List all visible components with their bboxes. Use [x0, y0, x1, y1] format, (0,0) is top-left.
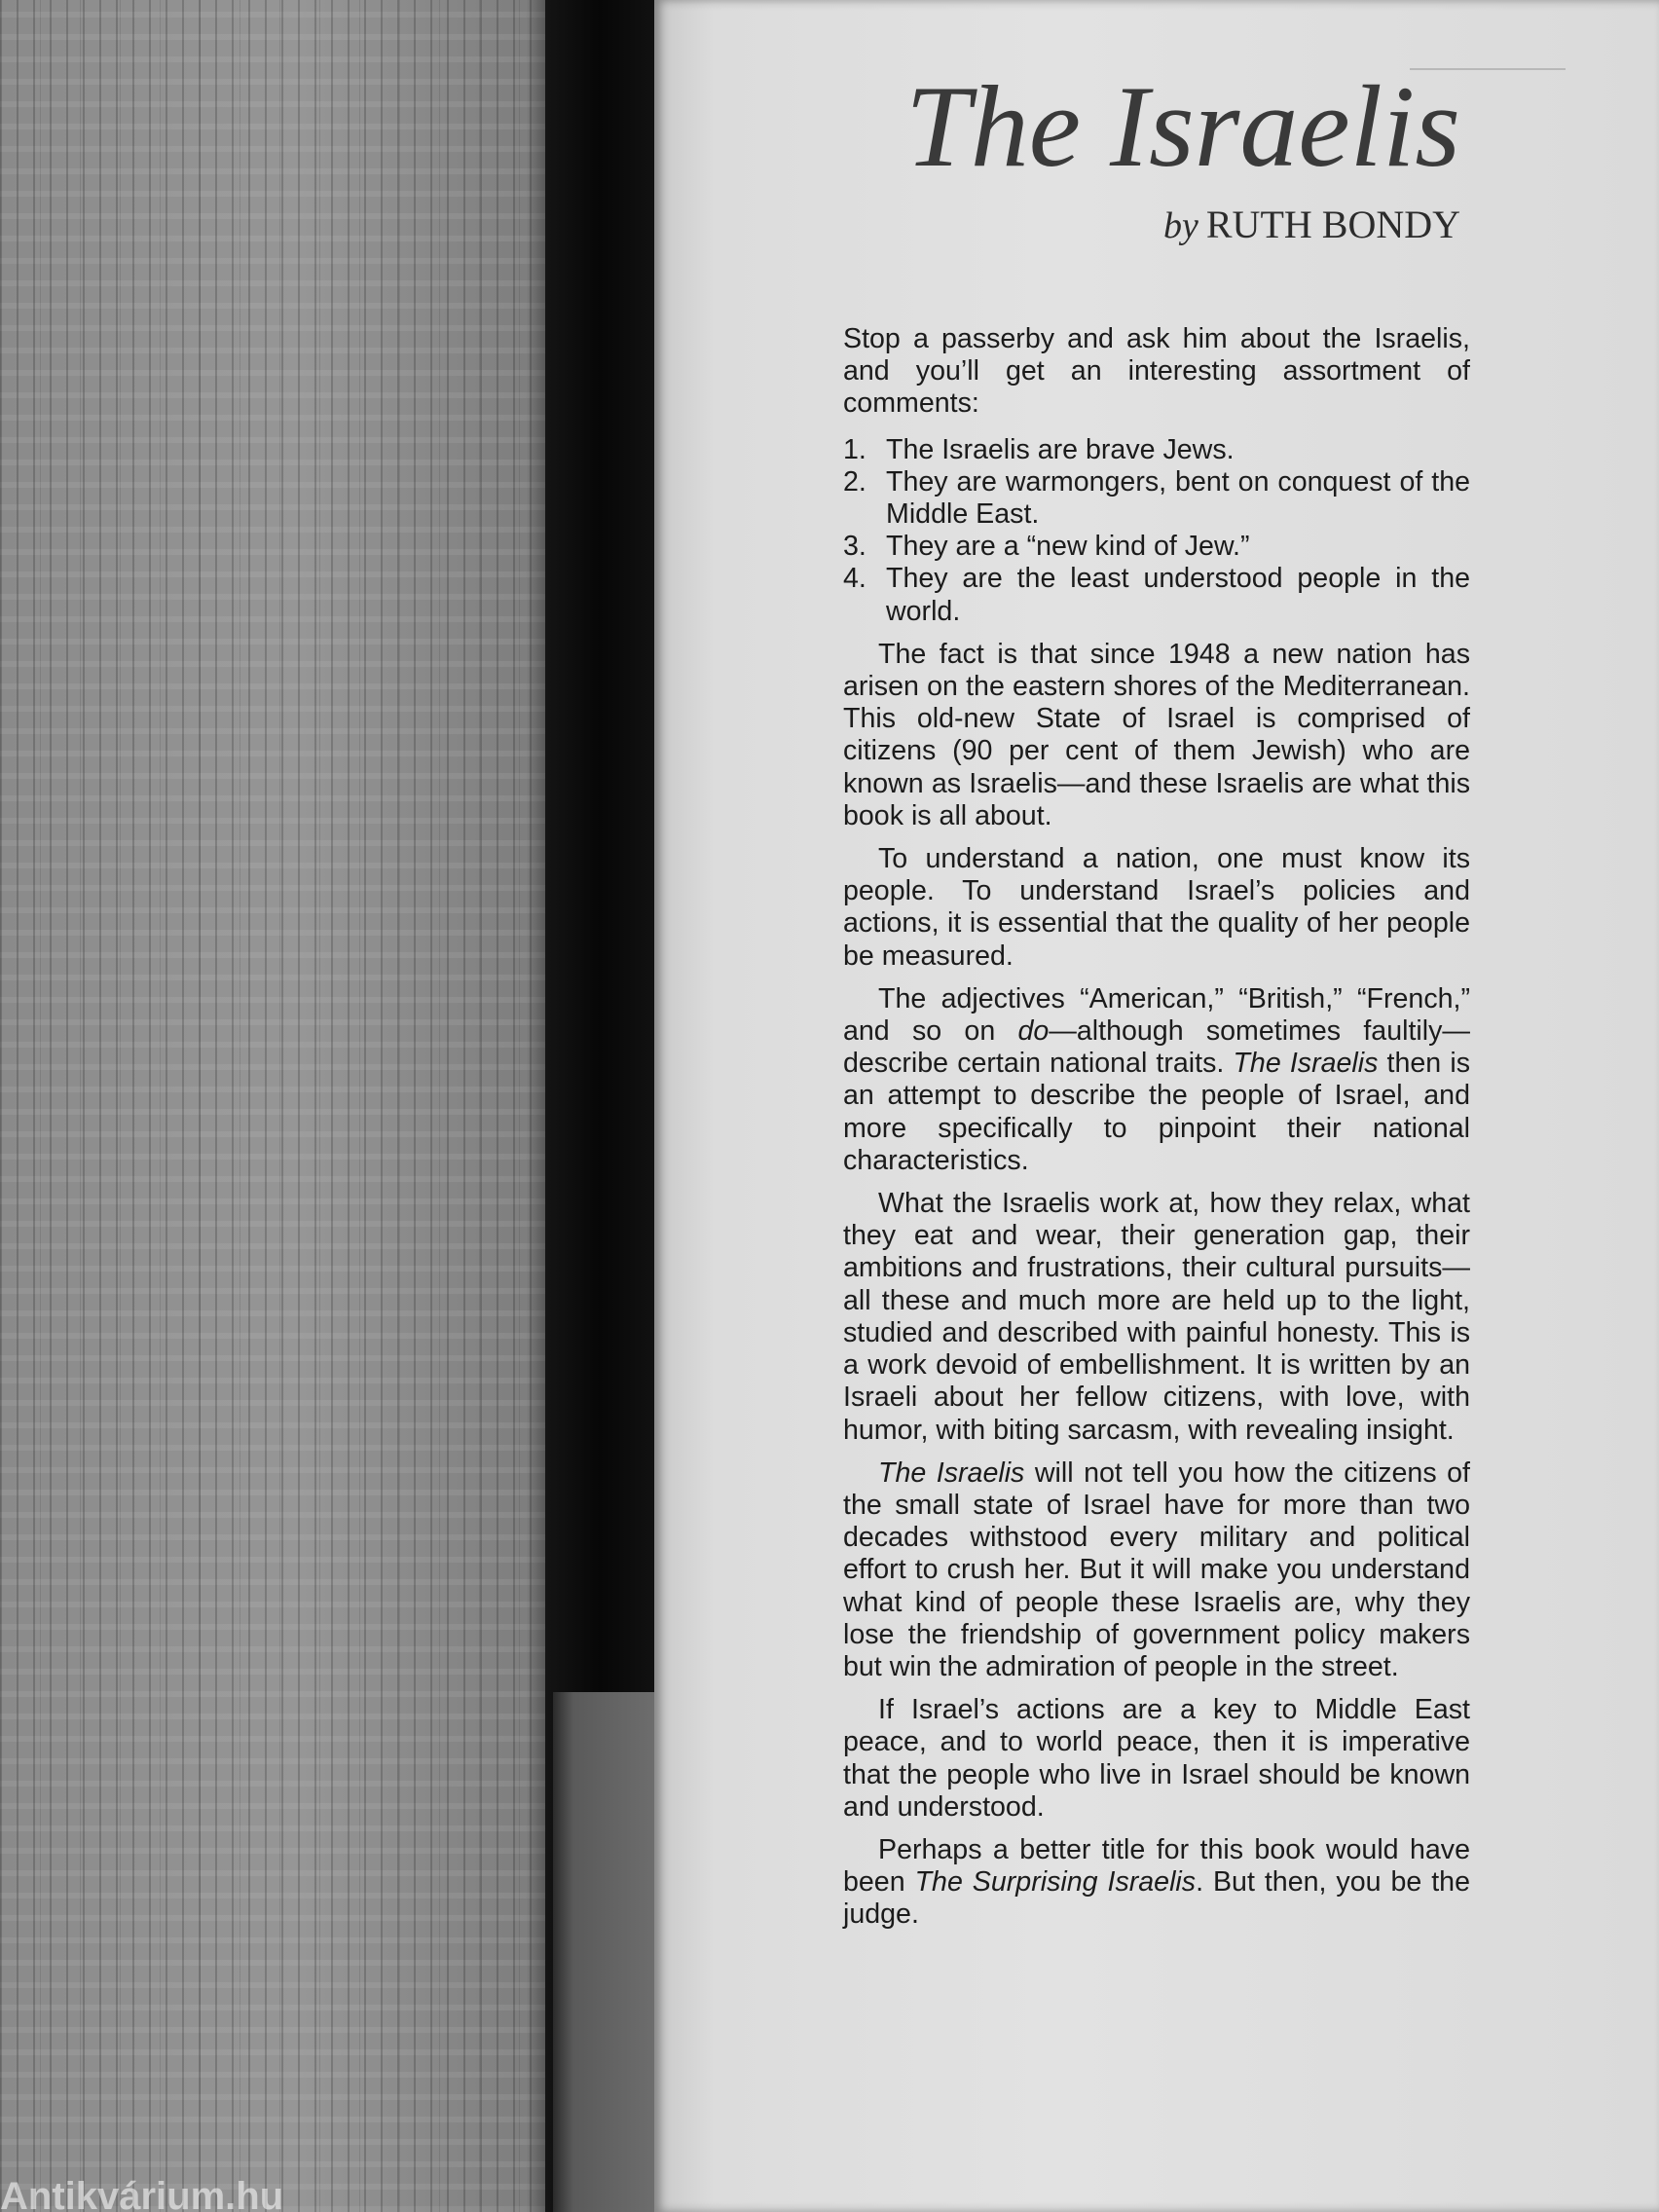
- list-item-number: 3.: [843, 531, 866, 563]
- paragraph-new-nation: The fact is that since 1948 a new nation has arisen on the eastern shores of the Mediterranean. This old-new State of Israel is comprised of citizens (90 per cent of them Jewish) who are known as Israelis—and these Israelis are what this book is all about.: [843, 638, 1470, 831]
- paragraph-what-israelis-work-at: What the Israelis work at, how they relax, what they eat and wear, their generation gap, their ambitions and frustrations, their cultural pursuits—all these and much more are held up to the light, studied and described with painful honesty. This is a work devoid of embellishment. It is written by an Israeli about her fellow citizens, with love, with humor, with biting sarcasm, with revealing insight.: [843, 1188, 1470, 1446]
- paragraph-understand-nation: To understand a nation, one must know its people. To understand Israel’s policies and actions, it is essential that the quality of her people be measured.: [843, 843, 1470, 972]
- paragraph-better-title: [843, 1834, 1470, 1932]
- better-title-emphasis: The Surprising Israelis: [914, 1866, 1197, 1899]
- adjectives-text-c: then is an attempt to describe the people of Israel, and more specifically to pinpoint their national characteristics.: [843, 1048, 1470, 1176]
- list-item-number: 1.: [843, 433, 866, 465]
- byline-prefix: by: [1163, 205, 1198, 246]
- list-item-number: 4.: [843, 563, 866, 595]
- comments-list: [843, 434, 1470, 628]
- watermark: Antikvárium.hu: [0, 2177, 284, 2212]
- spine-lower-band: [553, 1692, 654, 2212]
- list-item: [843, 563, 1470, 627]
- adjectives-emphasis-do: do: [1017, 1015, 1050, 1048]
- list-item-text: They are the least understood people in the world.: [886, 563, 1470, 627]
- book-title: The Israelis: [905, 61, 1460, 191]
- list-item-text: The Israelis are brave Jews.: [886, 433, 1235, 465]
- adjectives-book-title: The Israelis: [1233, 1048, 1379, 1080]
- paragraph-adjectives: [843, 983, 1470, 1177]
- intro-paragraph: Stop a passerby and ask him about the Israelis, and you’ll get an interesting assortment of comments:: [843, 323, 1470, 420]
- better-title-text-b: . But then, you be the judge.: [843, 1866, 1470, 1931]
- flap-copy: [843, 323, 1470, 1932]
- list-item: [843, 434, 1470, 466]
- list-item-number: 2.: [843, 465, 866, 498]
- list-item: [843, 531, 1470, 563]
- author-name: RUTH BONDY: [1205, 203, 1460, 246]
- list-item: [843, 466, 1470, 531]
- paragraph-middle-east-peace: If Israel’s actions are a key to Middle East peace, and to world peace, then it is imperative that the people who live in Israel should be known and understood.: [843, 1694, 1470, 1823]
- list-item-text: They are a “new kind of Jew.”: [886, 531, 1250, 563]
- will-not-tell-text: will not tell you how the citizens of the small state of Israel have for more than two decades withstood every military and political effort to crush her. But it will make you understand what kind of people these Israelis are, why they lose the friendship of government policy makers but win the admiration of people in the street.: [843, 1456, 1470, 1682]
- will-not-tell-book-title: The Israelis: [878, 1456, 1025, 1489]
- byline: [935, 201, 1460, 250]
- list-item-text: They are warmongers, bent on conquest of the Middle East.: [886, 465, 1470, 531]
- paragraph-will-not-tell: [843, 1457, 1470, 1683]
- better-title-text-a: Perhaps a better title for this book would have been: [843, 1833, 1470, 1899]
- book-cover-cloth: [0, 0, 545, 2212]
- adjectives-text-a: The adjectives “American,” “British,” “French,” and so on: [843, 982, 1470, 1048]
- adjectives-text-b: —although sometimes faultily—describe certain national traits.: [843, 1015, 1470, 1080]
